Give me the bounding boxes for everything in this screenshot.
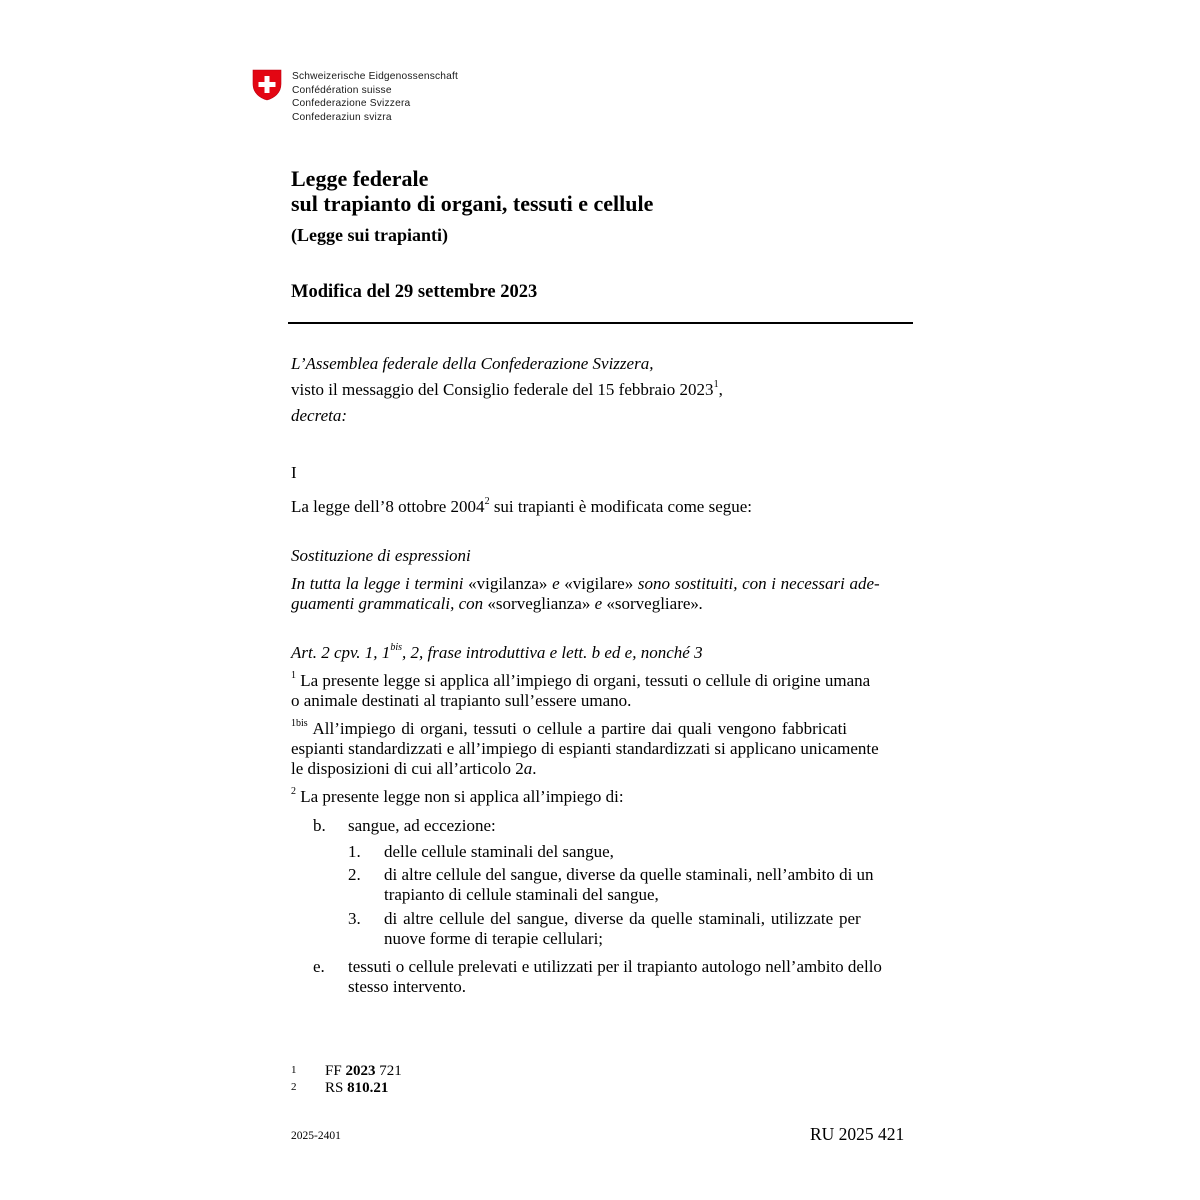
swiss-coat-of-arms-icon xyxy=(252,69,282,101)
document-number: 2025-2401 xyxy=(291,1130,341,1142)
law-title-line2: sul trapianto di organi, tessuti e cellule xyxy=(291,191,654,216)
confed-name-de: Schweizerische Eidgenossenschaft xyxy=(292,71,459,82)
confed-name-it: Confederazione Svizzera xyxy=(292,98,411,110)
footnote-ref-1[interactable]: 1 xyxy=(713,379,719,390)
law-title-line1: Legge federale xyxy=(291,166,429,191)
section-number: I xyxy=(291,463,297,482)
article-para1bis-line3: le disposizioni di cui all’articolo 2a. xyxy=(291,759,537,778)
article-para1-line1: $^1$ La presente legge si applica all’impiego di organi, tessuti o cellule di origine umana xyxy=(291,670,871,690)
sub2-text-line1: di altre cellule del sangue, diverse da quelle staminali, nell’ambito di un xyxy=(384,865,874,884)
confed-name-fr: Confédération suisse xyxy=(292,84,392,96)
letter-e-label: e. xyxy=(313,957,325,976)
article-para1-line2: o animale destinati al trapianto sull’essere umano. xyxy=(291,691,632,710)
preamble-decreta: decreta: xyxy=(291,406,348,425)
sub1-text: delle cellule staminali del sangue, xyxy=(384,842,614,861)
confederation-names xyxy=(292,70,458,124)
substitution-text-line2: guamenti grammaticali, con «sorveglianza» e «sorvegliare». xyxy=(291,594,704,613)
letter-b-label: b. xyxy=(313,816,326,835)
sub2-label: 2. xyxy=(348,865,361,884)
letter-b-text: sangue, ad eccezione: xyxy=(348,816,496,835)
amendment-intro: La legge dell’8 ottobre 2004$^2$ sui trapianti è modificata come segue: xyxy=(291,496,753,516)
preamble-assembly: L’Assemblea federale della Confederazione Svizzera, xyxy=(291,354,654,373)
sub2-text-line2: trapianto di cellule staminali del sangue, xyxy=(384,885,659,904)
footnote-2: 2 RS 810.21 xyxy=(291,1080,389,1096)
sub3-text-line1: di altre cellule del sangue, diverse da quelle staminali, utilizzate per xyxy=(384,909,861,928)
letter-e-text-line1: tessuti o cellule prelevati e utilizzati per il trapianto autologo nell’ambito dello xyxy=(348,957,882,976)
title-divider xyxy=(288,322,913,324)
article-para1bis-line1: $^{1bis}$ All’impiego di organi, tessuti o cellule a partire dai quali vengono fabbricati xyxy=(291,718,848,738)
confed-name-rm: Confederaziun svizra xyxy=(292,111,392,123)
law-short-title: (Legge sui trapianti) xyxy=(291,225,448,245)
article-para1bis-line2: espianti standardizzati e all’impiego di espianti standardizzati si applicano unicamente xyxy=(291,739,879,758)
official-compilation-reference: RU 2025 421 xyxy=(810,1124,905,1144)
footnote-ref-2[interactable]: 2 xyxy=(484,496,490,507)
article-para2: $^2$ La presente legge non si applica all’impiego di: xyxy=(291,786,624,806)
footnote-1: 1 FF 2023 721 xyxy=(291,1063,402,1079)
sub3-label: 3. xyxy=(348,909,361,928)
substitution-heading: Sostituzione di espressioni xyxy=(291,546,471,565)
sub3-text-line2: nuove forme di terapie cellulari; xyxy=(384,929,604,948)
amendment-date: Modifica del 29 settembre 2023 xyxy=(291,282,538,302)
sub1-label: 1. xyxy=(348,842,361,861)
substitution-text-line1: In tutta la legge i termini «vigilanza» e «vigilare» sono sostituiti, con i necessari ade- xyxy=(291,574,880,593)
letter-e-text-line2: stesso intervento. xyxy=(348,977,467,996)
preamble-visto: visto il messaggio del Consiglio federale del 15 febbraio 2023$^1$, xyxy=(291,379,723,399)
article-heading: Art. 2 cpv. 1, $1^{bis}$, 2, frase introduttiva e lett. b ed e, nonché 3 xyxy=(291,642,703,662)
